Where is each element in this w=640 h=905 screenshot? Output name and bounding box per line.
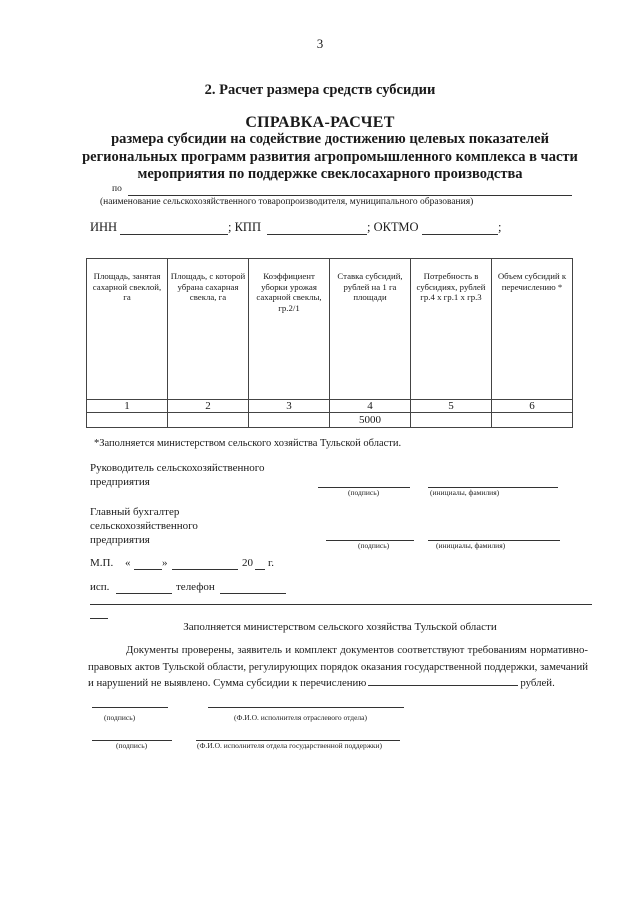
head-signature-caption: (подпись) xyxy=(348,488,380,497)
footnote: *Заполняется министерством сельского хозяйства Тульской области. xyxy=(94,438,402,449)
col-number: 4 xyxy=(330,400,411,413)
date-month-field[interactable] xyxy=(172,569,238,570)
value-cell-volume[interactable] xyxy=(492,413,573,428)
document-subtitle: размера субсидии на содействие достижению целевых показателей региональных программ развития агропромышленного комплекса в части мероприятия по поддержке свеклосахарного производства xyxy=(82,131,578,182)
header-col-3: Коэффициент уборки урожая сахарной свеклы, гр.2/1 xyxy=(249,259,330,400)
po-label: по xyxy=(112,184,122,194)
col-number: 2 xyxy=(168,400,249,413)
ministry-sig1-caption: (подпись) xyxy=(104,713,136,722)
table-row-values xyxy=(87,413,573,428)
value-cell-harvested[interactable] xyxy=(168,413,249,428)
ids-end-mark: ; xyxy=(498,220,502,234)
date-year-suffix: г. xyxy=(268,557,275,569)
kpp-field[interactable] xyxy=(267,234,367,235)
ministry-name1-caption: (Ф.И.О. исполнителя отраслевого отдела) xyxy=(234,713,368,722)
executor-label: исп. xyxy=(90,581,110,593)
date-close-quote: » xyxy=(162,557,168,569)
oktmo-label: ; ОКТМО xyxy=(367,220,419,234)
head-label-line-1: Руководитель сельскохозяйственного xyxy=(90,462,265,474)
head-label xyxy=(90,461,265,489)
col-number: 1 xyxy=(87,400,168,413)
section-title: 2. Расчет размера средств субсидии xyxy=(204,82,436,98)
value-cell-rate: 5000 xyxy=(330,413,411,428)
date-open-quote: « xyxy=(125,557,131,569)
inn-field[interactable] xyxy=(120,234,228,235)
col-number: 6 xyxy=(492,400,573,413)
ministry-name2-caption: (Ф.И.О. исполнителя отдела государственной поддержки) xyxy=(197,741,383,750)
header-col-1: Площадь, занятая сахарной свеклой, га xyxy=(87,259,168,400)
ministry-name1-line[interactable] xyxy=(208,707,404,708)
date-day-field[interactable] xyxy=(134,569,162,570)
inn-label: ИНН xyxy=(90,220,118,234)
page-number: 3 xyxy=(316,36,324,51)
oktmo-field[interactable] xyxy=(422,234,498,235)
subsidy-table xyxy=(86,258,573,428)
header-col-5: Потребность в субсидиях, рублей гр.4 х гр.1 х гр.3 xyxy=(411,259,492,400)
mp-label: М.П. xyxy=(90,557,114,569)
kpp-label: ; КПП xyxy=(228,220,261,234)
subsidy-amount-field[interactable] xyxy=(368,675,518,686)
accountant-label xyxy=(90,505,198,547)
ministry-paragraph xyxy=(88,642,588,692)
head-label-line-2: предприятия xyxy=(90,476,150,488)
phone-field[interactable] xyxy=(220,593,286,594)
value-cell-need[interactable] xyxy=(411,413,492,428)
header-col-4: Ставка субсидий, рублей на 1 га площади xyxy=(330,259,411,400)
executor-field[interactable] xyxy=(116,593,172,594)
ministry-sig1-line[interactable] xyxy=(92,707,168,708)
head-name-caption: (инициалы, фамилия) xyxy=(430,488,500,497)
accountant-label-line-2: сельскохозяйственного xyxy=(90,520,198,532)
table-header-row xyxy=(87,259,573,400)
date-year-prefix: 20 xyxy=(242,557,253,569)
ministry-paragraph-text: Документы проверены, заявитель и комплект документов соответствуют требованиям нормативно-правовых актов Тульской области, регулирующих порядок оказания государственной поддержки, замечаний и нарушений не выявлено. Сумма субсидии к перечислению xyxy=(88,644,588,689)
value-cell-area[interactable] xyxy=(87,413,168,428)
phone-label: телефон xyxy=(176,581,215,593)
ministry-sig2-caption: (подпись) xyxy=(116,741,148,750)
date-year-field[interactable] xyxy=(255,569,265,570)
divider-stub xyxy=(90,618,108,619)
po-line[interactable] xyxy=(128,195,572,196)
ministry-heading: Заполняется министерством сельского хозяйства Тульской области xyxy=(183,621,497,633)
accountant-name-caption: (инициалы, фамилия) xyxy=(436,541,506,550)
accountant-label-line-1: Главный бухгалтер xyxy=(90,506,180,518)
document-title: СПРАВКА-РАСЧЕТ xyxy=(245,114,395,131)
value-cell-coefficient[interactable] xyxy=(249,413,330,428)
header-col-6: Объем субсидий к перечислению * xyxy=(492,259,573,400)
col-number: 5 xyxy=(411,400,492,413)
accountant-label-line-3: предприятия xyxy=(90,534,150,546)
po-caption: (наименование сельскохозяйственного товаропроизводителя, муниципального образования) xyxy=(100,197,474,207)
accountant-signature-caption: (подпись) xyxy=(358,541,390,550)
col-number: 3 xyxy=(249,400,330,413)
section-divider xyxy=(90,604,592,605)
table-row-numbers xyxy=(87,400,573,413)
currency-label: рублей. xyxy=(520,677,555,689)
header-col-2: Площадь, с которой убрана сахарная свекла, га xyxy=(168,259,249,400)
